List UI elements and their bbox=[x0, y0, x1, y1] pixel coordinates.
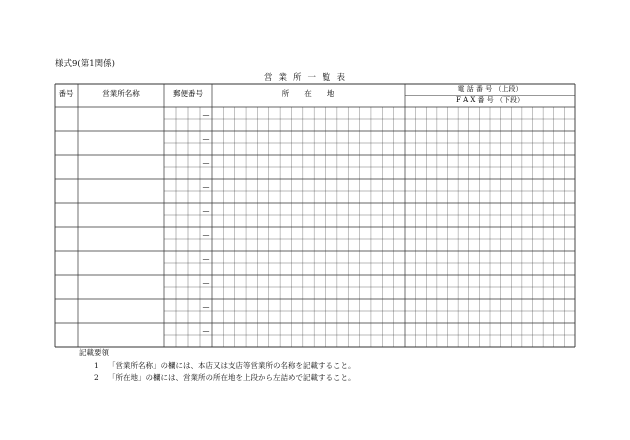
note-number: 1 bbox=[94, 360, 99, 370]
header-office-name: 営業所名称 bbox=[102, 89, 140, 98]
postal-dash: — bbox=[202, 183, 210, 192]
postal-dash: — bbox=[202, 303, 210, 312]
postal-dash: — bbox=[202, 111, 210, 120]
postal-dash: — bbox=[202, 255, 210, 264]
notes-section bbox=[79, 347, 356, 385]
postal-dash: — bbox=[202, 159, 210, 168]
postal-dash: — bbox=[202, 207, 210, 216]
header-number: 番号 bbox=[58, 89, 74, 98]
note-text: 「営業所名称」の欄には、本店又は支店等営業所の名称を記載すること。 bbox=[108, 360, 356, 370]
postal-dash: — bbox=[202, 135, 210, 144]
notes-heading: 記載要領 bbox=[79, 348, 109, 357]
header-postal-code: 郵便番号 bbox=[173, 89, 203, 98]
header-phone: 電 話 番 号 （上段） bbox=[457, 85, 523, 93]
table-grid-lines bbox=[55, 84, 575, 347]
header-fax: F A X 番 号 （下段） bbox=[455, 96, 525, 104]
form-id: 様式9(第1関係) bbox=[55, 59, 115, 69]
form-title: 営業所一覧表 bbox=[263, 73, 351, 83]
header-address: 所 在 地 bbox=[281, 89, 335, 98]
postal-dashes bbox=[203, 112, 210, 336]
postal-dash: — bbox=[202, 279, 210, 288]
note-item-2 bbox=[94, 372, 356, 385]
note-number: 2 bbox=[94, 373, 99, 382]
postal-dash: — bbox=[202, 231, 210, 240]
note-text: 「所在地」の欄には、営業所の所在地を上段から左詰めで記載すること。 bbox=[108, 373, 356, 382]
note-item-1 bbox=[94, 360, 356, 373]
postal-dash: — bbox=[202, 327, 210, 336]
